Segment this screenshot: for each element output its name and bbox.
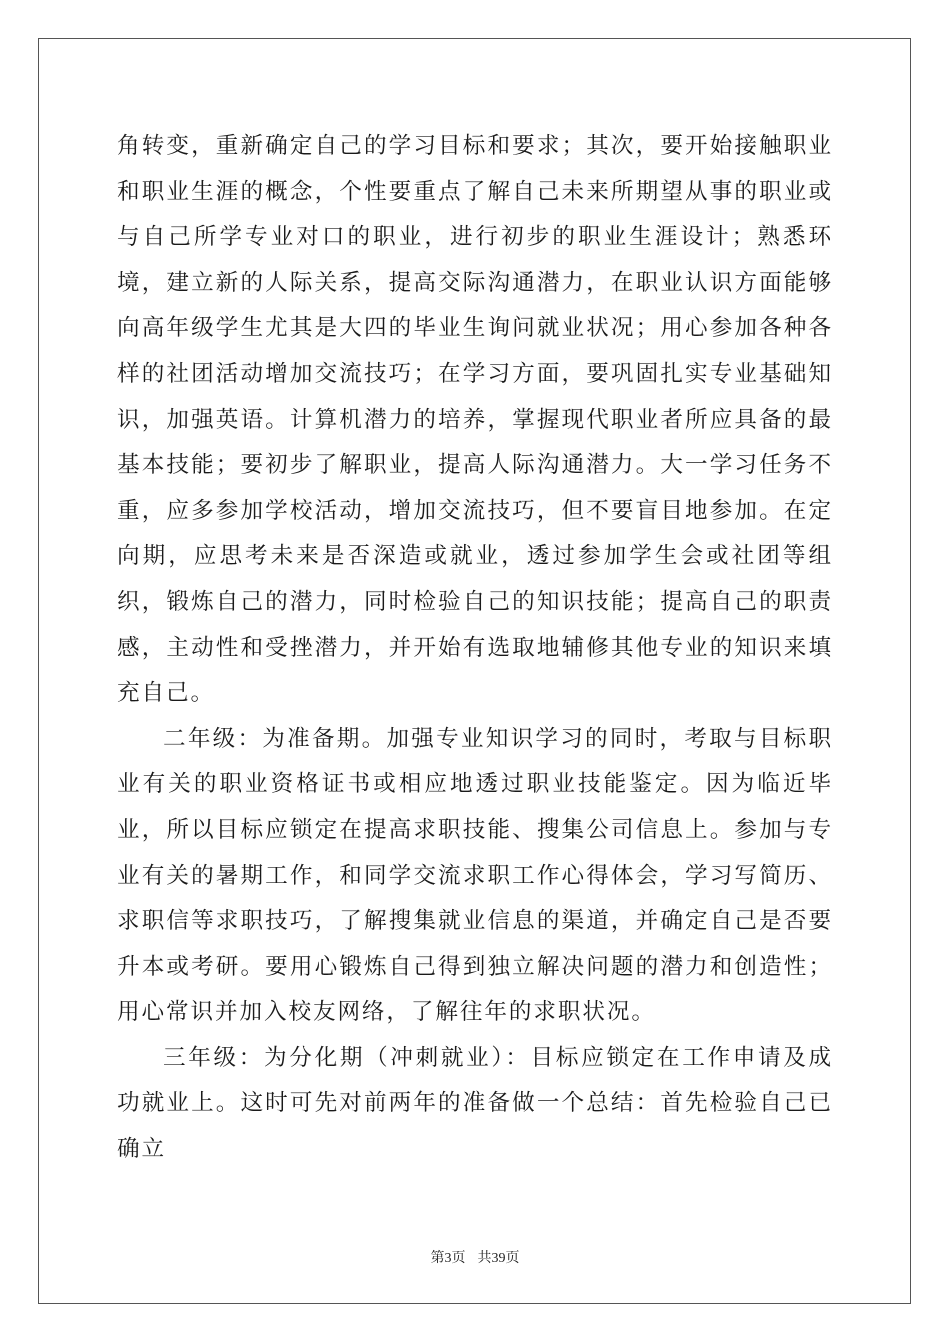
- paragraph-2: 二年级：为准备期。加强专业知识学习的同时，考取与目标职业有关的职业资格证书或相应地透过职业技能鉴定。因为临近毕业，所以目标应锁定在提高求职技能、搜集公司信息上。参加与专业有关的暑期工作，和同学交流求职工作心得体会，学习写简历、求职信等求职技巧，了解搜集就业信息的渠道，并确定自己是否要升本或考研。要用心锻炼自己得到独立解决问题的潜力和创造性；用心常识并加入校友网络，了解往年的求职状况。: [117, 725, 833, 1026]
- page-number: 第3页: [430, 1251, 466, 1266]
- paragraph-3: 三年级：为分化期（冲刺就业）：目标应锁定在工作申请及成功就业上。这时可先对前两年的准备做一个总结：首先检验自己已确立: [117, 1044, 833, 1163]
- paragraph-1: 角转变，重新确定自己的学习目标和要求；其次，要开始接触职业和职业生涯的概念，个性要重点了解自己未来所期望从事的职业或与自己所学专业对口的职业，进行初步的职业生涯设计；熟悉环境，建立新的人际关系，提高交际沟通潜力，在职业认识方面能够向高年级学生尤其是大四的毕业生询问就业状况；用心参加各种各样的社团活动增加交流技巧；在学习方面，要巩固扎实专业基础知识，加强英语。计算机潜力的培养，掌握现代职业者所应具备的最基本技能；要初步了解职业，提高人际沟通潜力。大一学习任务不重，应多参加学校活动，增加交流技巧，但不要盲目地参加。在定向期，应思考未来是否深造或就业，透过参加学生会或社团等组织，锻炼自己的潜力，同时检验自己的知识技能；提高自己的职责感，主动性和受挫潜力，并开始有选取地辅修其他专业的知识来填充自己。: [117, 133, 833, 707]
- document-body: [117, 124, 833, 1173]
- page-footer: [0, 1247, 950, 1267]
- page-total: 共39页: [477, 1251, 520, 1266]
